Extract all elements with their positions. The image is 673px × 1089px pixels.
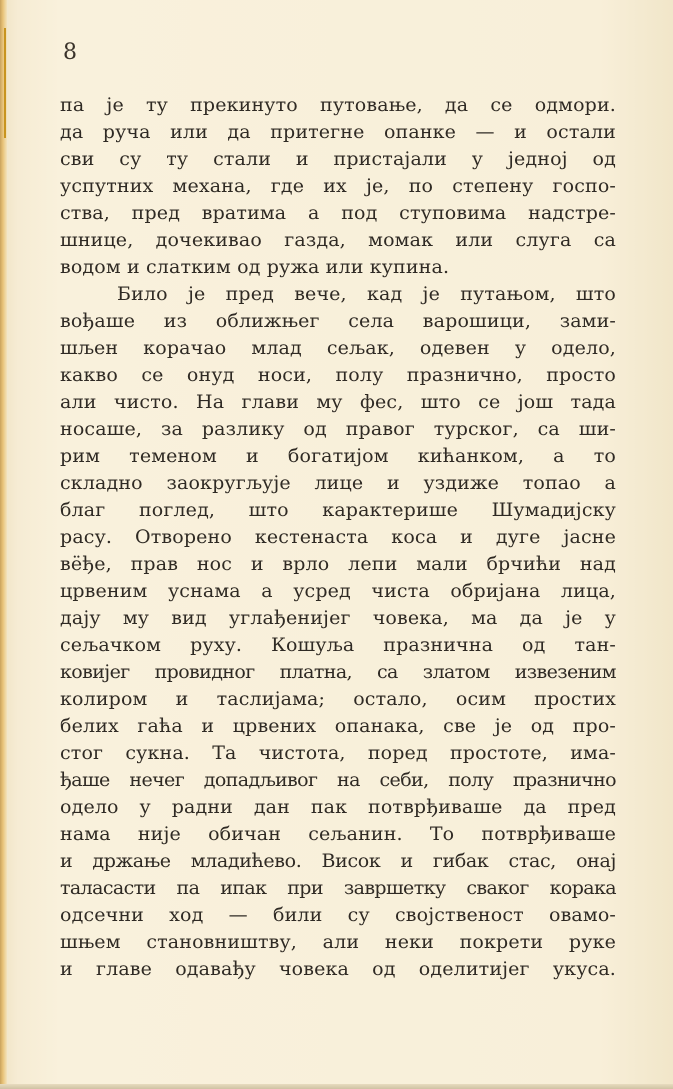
text-line: благ поглед, што карактерише Шумадијску: [60, 499, 616, 521]
text-line: црвеним уснама а усред чиста обријана лица,: [60, 580, 616, 602]
text-line: шнице, дочекивао газда, момак или слуга са: [60, 229, 616, 251]
text-line: шњем становништву, али неки покрети руке: [60, 931, 616, 953]
binding-mark: [4, 28, 6, 138]
text-line: одело у радни дан пак потврђиваше да пред: [60, 796, 616, 818]
text-line: сељачком руху. Кошуља празнична од тан-: [60, 634, 616, 656]
text-line: дају му вид углађенијег човека, ма да је у: [60, 607, 616, 629]
text-line: вођаше из оближњег села варошици, зами-: [60, 310, 616, 332]
text-line: шљен корачао млад сељак, одевен у одело,: [60, 337, 616, 359]
text-line: нама није обичан сељанин. То потврђиваше: [60, 823, 616, 845]
text-line: ства, пред вратима а под ступовима надстре-: [60, 202, 616, 224]
text-line: рим теменом и богатијом кићанком, а то: [60, 445, 616, 467]
text-line: Било је пред вече, кад је путањом, што: [117, 283, 616, 305]
text-line: какво се онуд носи, полу празнично, просто: [60, 364, 616, 386]
text-line: стог сукна. Та чистота, поред простоте, има-: [60, 742, 616, 764]
text-line: носаше, за разлику од правог турског, са ши-: [60, 418, 616, 440]
binding-edge: [0, 0, 7, 1089]
text-line: белих гаћа и црвених опанака, све је од про-: [60, 715, 616, 737]
text-line: сви су ту стали и пристајали у једној од: [60, 148, 616, 170]
text-line: и држање младићево. Висок и гибак стас, онај: [60, 850, 616, 872]
text-line: расу. Отворено кестенаста коса и дуге јасне: [60, 526, 616, 548]
body-text: [60, 92, 616, 983]
text-line: ковијег провидног платна, са златом извезеним: [60, 661, 616, 683]
text-line: вёђе, прав нос и врло лепи мали брчићи над: [60, 553, 616, 575]
text-line: таласасти па ипак при завршетку сваког корака: [60, 877, 616, 899]
text-line: али чисто. На глави му фес, што се још тада: [60, 391, 616, 413]
text-line: ђаше нечег допадљивог на себи, полу празнично: [60, 769, 616, 791]
page-number: 8: [63, 40, 78, 65]
text-line: водом и слатким од ружа или купина.: [60, 256, 450, 278]
text-line: успутних механа, где их је, по степену госпо-: [60, 175, 616, 197]
text-line: да руча или да притегне опанке — и остали: [60, 121, 616, 143]
page-bottom-edge: [0, 1084, 673, 1089]
text-line: складно заокругљује лице и уздиже топао а: [60, 472, 616, 494]
text-line: одсечни ход — били су својственост овамо-: [60, 904, 616, 926]
text-line: па је ту прекинуто путовање, да се одмори.: [60, 94, 616, 116]
text-line: колиром и таслијама; остало, осим простих: [60, 688, 616, 710]
text-line: и главе одавађу човека од оделитијег укуса.: [60, 958, 616, 980]
